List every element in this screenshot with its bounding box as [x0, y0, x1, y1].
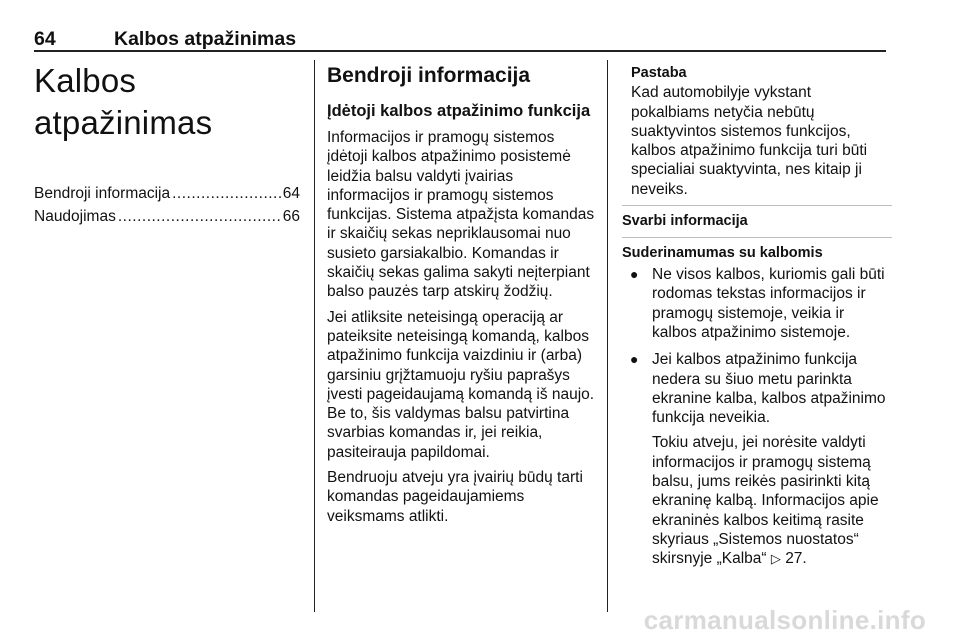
toc-entry-usage[interactable]: [34, 205, 300, 228]
running-title: Kalbos atpažinimas: [114, 28, 297, 50]
body-paragraph: Informacijos ir pramogų sistemos įdėtoji kalbos atpažinimo posistemė leidžia balsu valdyti įvairias informacijos ir pramogų sistemos funkcijas. Sistema atpažįsta komandas ir skaičių sekas nepriklausomai nuo susieto garsiakalbio. Komandas ir skaičių sekas galima sakyti neįterpiant balso pauzės tarp atskirų žodžių.: [327, 129, 595, 301]
bullet-icon: ●: [630, 266, 639, 283]
page-reference-arrow-icon: ▷: [770, 551, 781, 567]
toc-entry-label: Naudojimas: [34, 208, 116, 225]
side-column: [622, 64, 892, 577]
body-paragraph: Jei atliksite neteisingą operaciją ar pateiksite neteisingą komandą, kalbos atpažinimo funkcija vaizdiniu ir (arba) garsiniu grįžtamuoju ryšiu paprašys įvesti pageidaujamą komandą iš naujo. Be to, šis valdymas balsu patvirtina svarbias komandas ir, jei reikia, pasiteirauja papildomai.: [327, 308, 595, 461]
list-item-text: Ne visos kalbos, kuriomis gali būti rodomas tekstas informacijos ir pramogų sistemoje, veikia ir kalbos atpažinimo sistemoje.: [652, 266, 885, 341]
note-box: [631, 64, 892, 199]
chapter-title: Kalbos atpažinimas: [34, 62, 213, 141]
toc-leader-dots: [172, 182, 281, 205]
header-divider: [34, 50, 886, 52]
important-divider: [622, 237, 892, 238]
chapter-column: [34, 60, 300, 228]
toc-entry-label: Bendroji informacija: [34, 185, 171, 202]
list-item-extra: [652, 433, 892, 568]
section-title: Bendroji informacija: [327, 64, 531, 87]
list-item-extra-text: Tokiu atveju, jei norėsite valdyti informacijos ir pramogų sistemą balsu, jums reikės pasirinkti kitą ekraninę kalbą. Informacijos apie ekraninės kalbos keitimą rasite skyriaus „Sistemos nuostatos“ skirsnyje „Kalba“: [652, 434, 879, 568]
important-title: Svarbi informacija: [622, 213, 748, 230]
main-column: [327, 62, 595, 532]
body-paragraph: Bendruoju atveju yra įvairių būdų tarti komandas pageidaujamiems veiksmams atlikti.: [327, 469, 583, 525]
note-text: Kad automobilyje vykstant pokalbiams netyčia nebūtų suaktyvintos sistemos funkcijos, kalbos atpažinimo funkcija turi būti specialiai suaktyvinta, nes kitaip ji neveiks.: [631, 84, 868, 198]
column-divider: [607, 60, 608, 612]
list-item-text: Jei kalbos atpažinimo funkcija nedera su šiuo metu parinkta ekranine kalba, kalbos atpažinimo funkcija neveikia.: [652, 351, 886, 427]
toc-entry-page: 66: [282, 208, 300, 225]
compatibility-list: [622, 265, 892, 568]
table-of-contents: [34, 182, 300, 228]
toc-entry-page: 64: [282, 185, 300, 202]
bullet-icon: ●: [630, 351, 639, 368]
toc-leader-dots: [118, 205, 281, 228]
note-divider: [622, 205, 892, 206]
note-title: Pastaba: [631, 65, 687, 81]
watermark: carmanualsonline.info: [643, 605, 926, 635]
cross-reference-page[interactable]: 27.: [785, 550, 807, 568]
compatibility-subtitle: Suderinamumas su kalbomis: [622, 245, 823, 262]
list-item: [622, 350, 892, 568]
column-divider: [314, 60, 315, 612]
list-item: [622, 265, 892, 342]
section-subtitle: Įdėtoji kalbos atpažinimo funkcija: [327, 102, 591, 120]
page-number: 64: [34, 28, 56, 50]
toc-entry-general-info[interactable]: [34, 182, 300, 205]
